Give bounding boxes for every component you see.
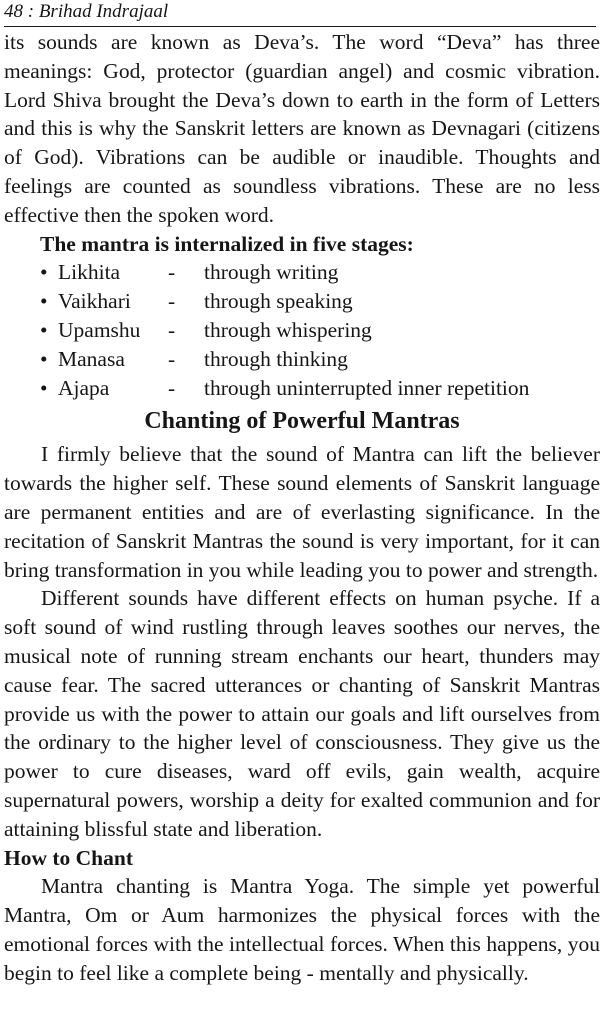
bullet-icon: • [40, 346, 48, 371]
stages-title: The mantra is internalized in five stages: [40, 231, 414, 256]
stage-dash: - [168, 317, 176, 342]
paragraph-belief: I firmly believe that the sound of Mantra can lift the believer towards the higher self. These sound elements of Sanskrit language are permanent entities and are of everlasting significance. In the recitation of Sanskrit Mantras the sound is very important, for it can bring transformation in you while leading you to power and strength. [4, 442, 600, 582]
stage-term: Vaikhari [58, 289, 131, 314]
paragraph-deva: its sounds are known as Deva’s. The word “Deva” has three meanings: God, protector (guardian angel) and cosmic vibration. Lord Shiva brought the Deva’s down to earth in the form of Letters and this is why the Sanskrit letters are known as Devnagari (citizens of God). Vibrations can be audible or inaudible. Thoughts and feelings are counted as soundless vibrations. These are no less effective then the spoken word. [4, 30, 600, 227]
stage-dash: - [168, 289, 176, 314]
stage-term: Likhita [58, 260, 121, 285]
stage-term: Upamshu [58, 317, 141, 342]
stage-meaning: through whispering [204, 317, 372, 342]
stage-meaning: through writing [204, 260, 339, 285]
list-item [40, 316, 600, 345]
bullet-icon: • [40, 317, 48, 342]
stage-meaning: through speaking [204, 289, 353, 314]
running-head: 48 : Brihad Indrajaal [4, 0, 600, 28]
section-heading: Chanting of Powerful Mantras [144, 408, 460, 435]
list-item [40, 258, 600, 287]
stage-meaning: through thinking [204, 346, 348, 371]
paragraph-chanting: Mantra chanting is Mantra Yoga. The simple yet powerful Mantra, Om or Aum harmonizes the physical forces with the emotional forces with the intellectual forces. When this happens, you begin to feel like a complete being - mentally and physically. [4, 874, 600, 985]
list-item [40, 374, 600, 403]
paragraph-sounds: Different sounds have different effects on human psyche. If a soft sound of wind rustling through leaves soothes our nerves, the musical note of running stream enchants our heart, thunders may cause fear. The sacred utterances or chanting of Sanskrit Mantras provide us with the power to attain our goals and lift ourselves from the ordinary to the higher level of consciousness. They give us the power to cure diseases, ward off evils, gain wealth, acquire supernatural powers, worship a deity for exalted communion and for attaining blissful state and liberation. [4, 586, 600, 841]
stage-dash: - [168, 375, 176, 400]
stage-term: Manasa [58, 346, 125, 371]
list-item [40, 287, 600, 316]
bullet-icon: • [40, 375, 48, 400]
stage-dash: - [168, 346, 176, 371]
stage-dash: - [168, 260, 176, 285]
bullet-icon: • [40, 289, 48, 314]
list-item [40, 345, 600, 374]
bullet-icon: • [40, 260, 48, 285]
stages-list [4, 258, 600, 402]
stage-meaning: through uninterrupted inner repetition [204, 375, 530, 400]
subheading-how-to-chant: How to Chant [4, 845, 134, 870]
stage-term: Ajapa [58, 375, 110, 400]
